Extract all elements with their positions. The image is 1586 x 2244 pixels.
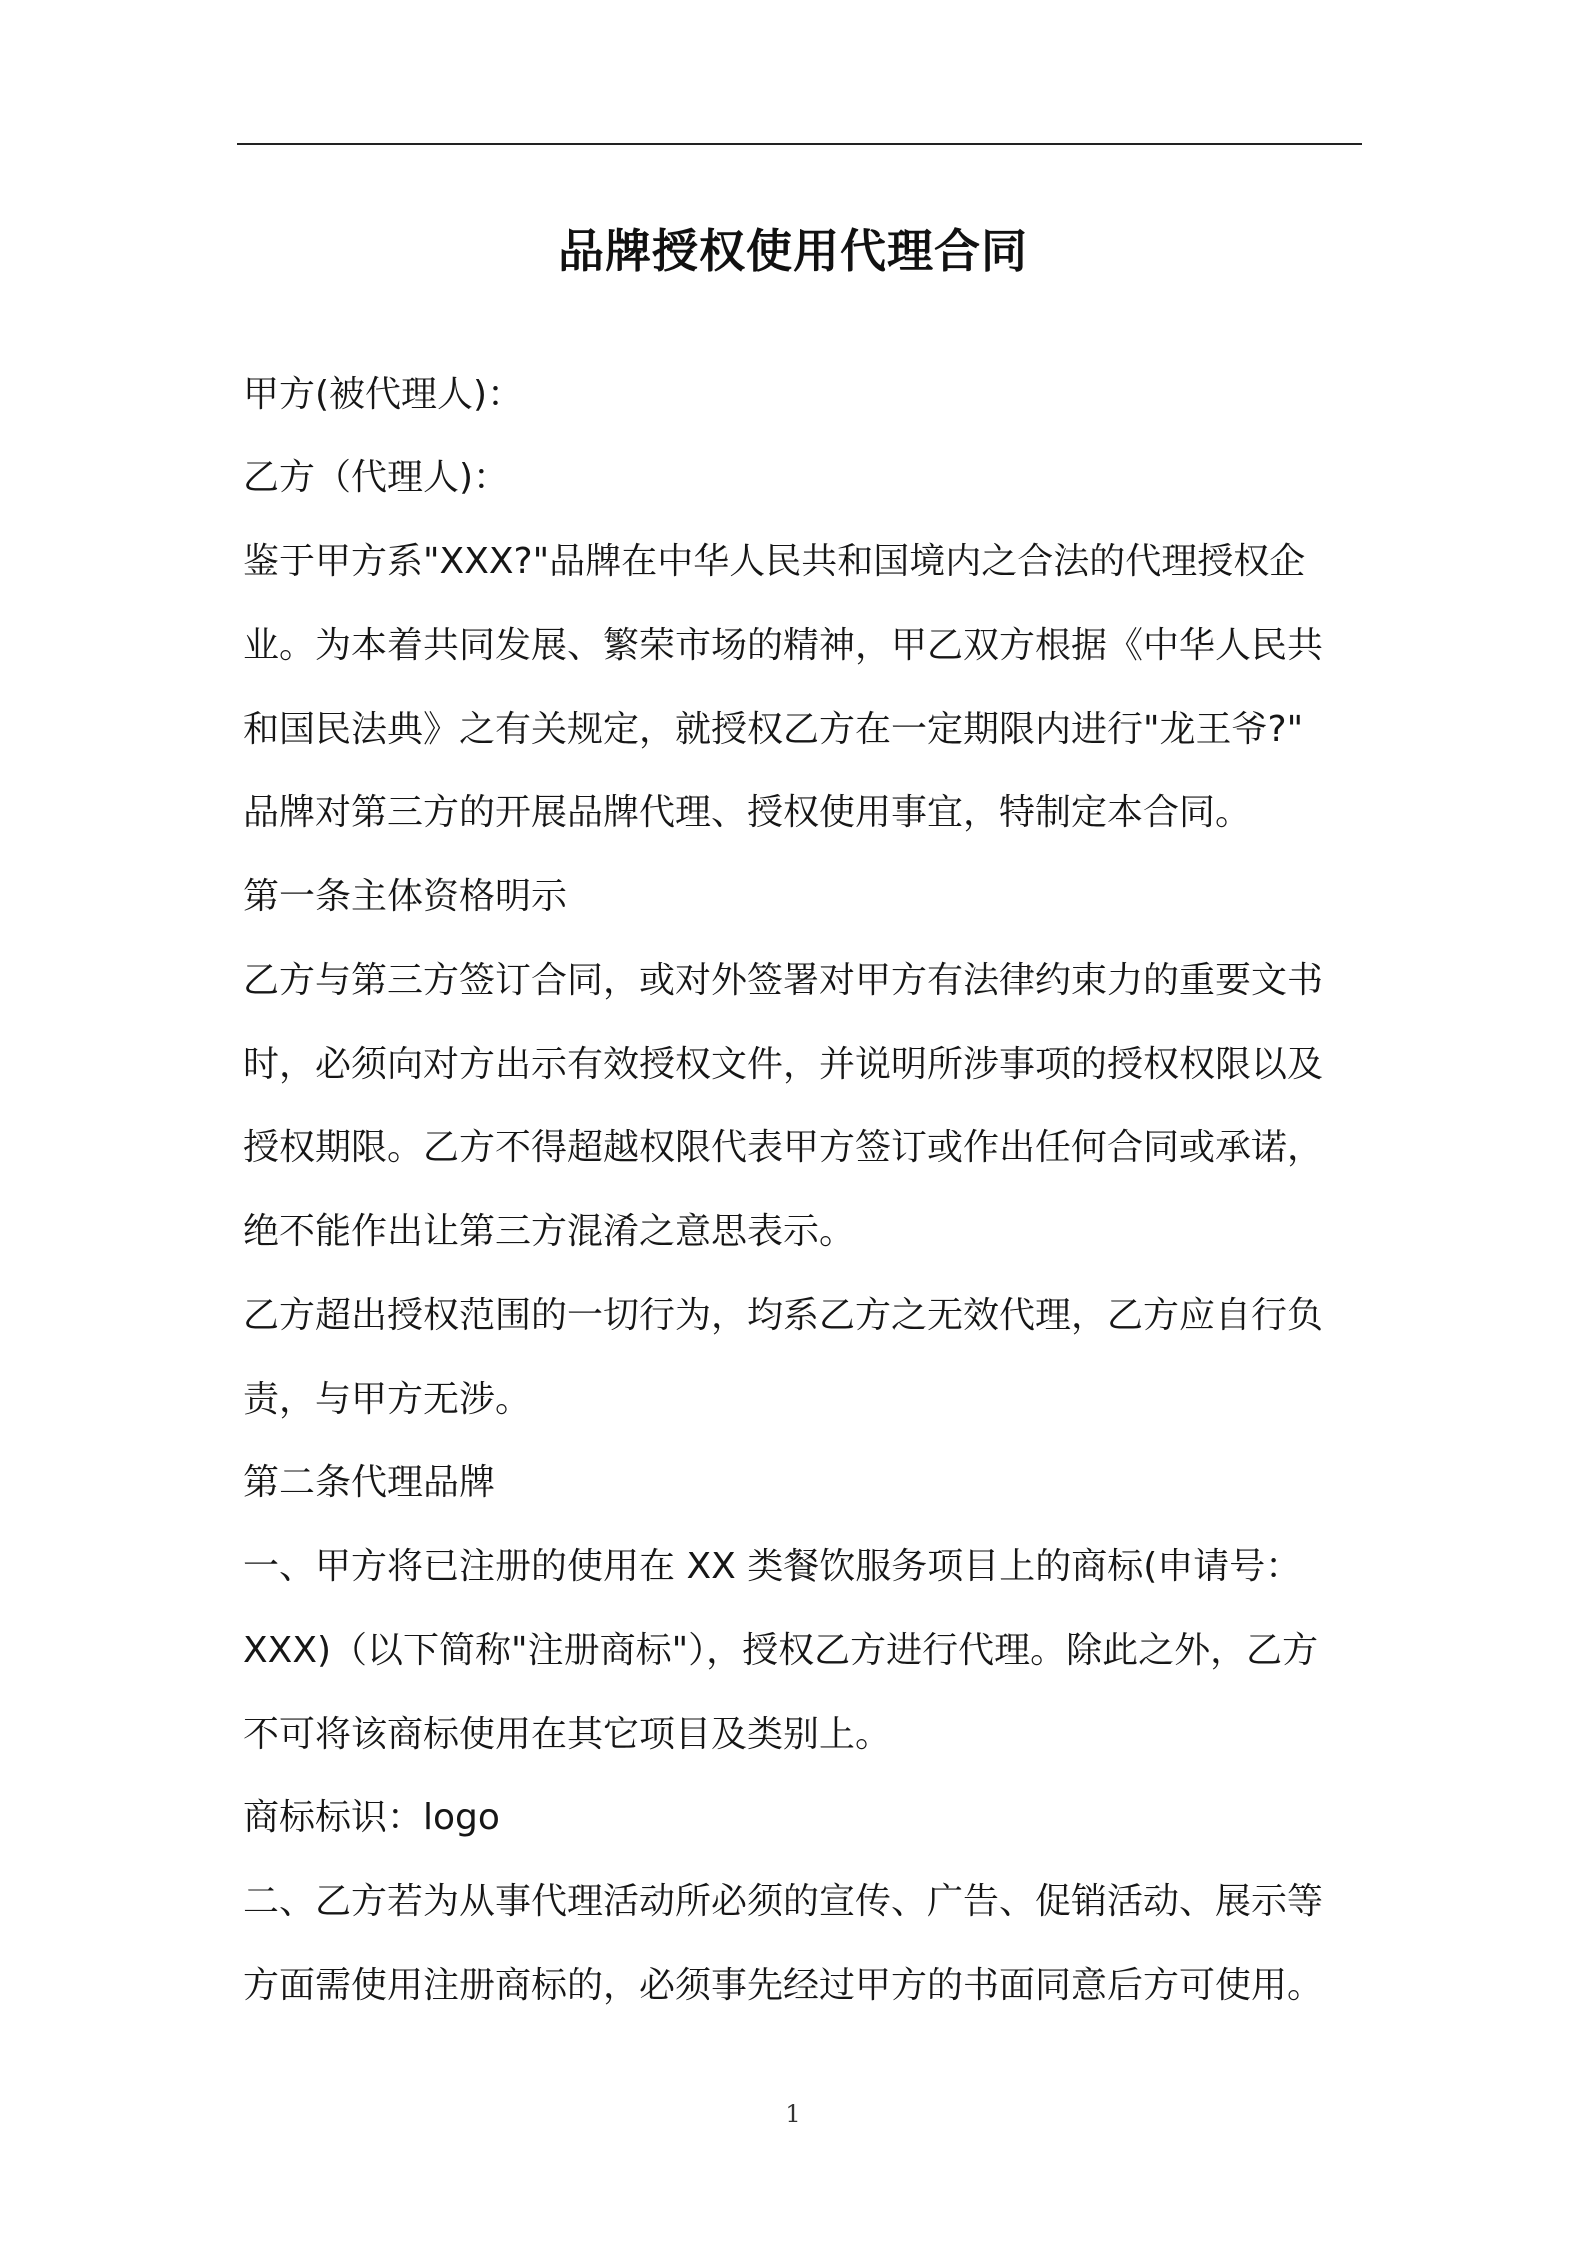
section-heading: 第一条主体资格明示 xyxy=(243,876,568,917)
body-line: 不可将该商标使用在其它项目及类别上。 xyxy=(243,1714,892,1755)
body-line: 业。为本着共同发展、繁荣市场的精神，甲乙双方根据《中华人民共 xyxy=(243,625,1324,666)
document-title: 品牌授权使用代理合同 xyxy=(558,224,1028,278)
body-line: 二、乙方若为从事代理活动所必须的宣传、广告、促销活动、展示等 xyxy=(243,1881,1324,1922)
body-line: 乙方与第三方签订合同，或对外签署对甲方有法律约束力的重要文书 xyxy=(243,960,1324,1001)
party-a-line: 甲方(被代理人)： xyxy=(243,374,524,415)
body-line: 一、甲方将已注册的使用在 XX 类餐饮服务项目上的商标(申请号： xyxy=(243,1546,1302,1587)
body-line: 鉴于甲方系"XXX?"品牌在中华人民共和国境内之合法的代理授权企 xyxy=(243,541,1306,582)
party-b-line: 乙方（代理人)： xyxy=(243,457,510,498)
trademark-line: 商标标识：logo xyxy=(243,1797,500,1838)
body-line: 责，与甲方无涉。 xyxy=(243,1379,532,1420)
body-line: XXX)（以下简称"注册商标"），授权乙方进行代理。除此之外，乙方 xyxy=(243,1630,1319,1671)
header-rule xyxy=(237,143,1362,145)
body-line: 授权期限。乙方不得超越权限代表甲方签订或作出任何合同或承诺， xyxy=(243,1127,1324,1168)
page-number: 1 xyxy=(785,2100,801,2128)
body-line: 品牌对第三方的开展品牌代理、授权使用事宜，特制定本合同。 xyxy=(243,792,1252,833)
body-line: 方面需使用注册商标的，必须事先经过甲方的书面同意后方可使用。 xyxy=(243,1965,1324,2006)
body-line: 时，必须向对方出示有效授权文件，并说明所涉事项的授权权限以及 xyxy=(243,1044,1324,1085)
section-heading: 第二条代理品牌 xyxy=(243,1462,496,1503)
body-line: 绝不能作出让第三方混淆之意思表示。 xyxy=(243,1211,856,1252)
body-line: 乙方超出授权范围的一切行为，均系乙方之无效代理，乙方应自行负 xyxy=(243,1295,1324,1336)
body-line: 和国民法典》之有关规定，就授权乙方在一定期限内进行"龙王爷?" xyxy=(243,709,1304,750)
